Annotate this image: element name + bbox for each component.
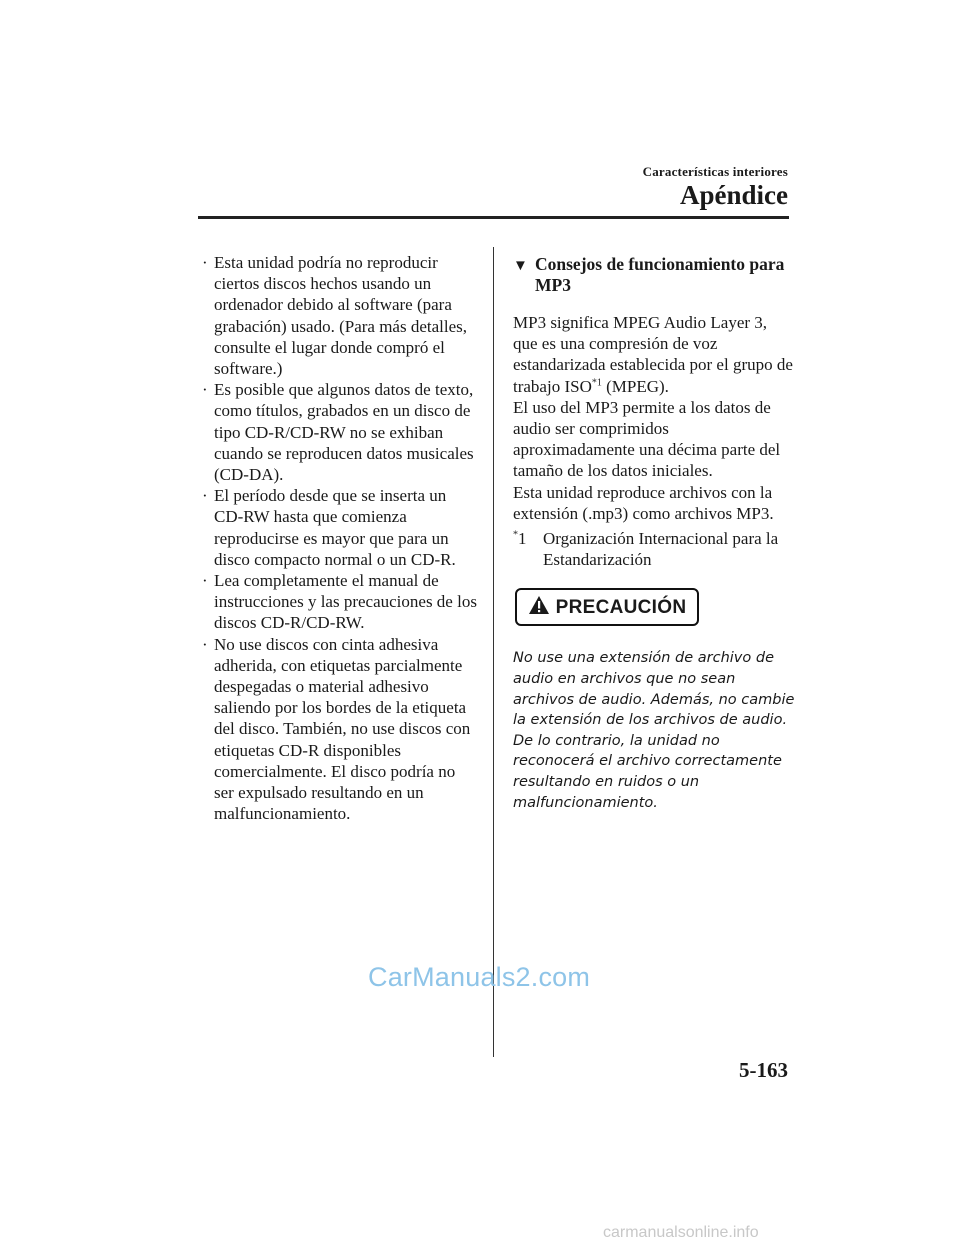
bullet-dot: · xyxy=(202,571,208,591)
column-divider xyxy=(493,247,494,1057)
bullet-text: Lea completamente el manual de instrucciones y las precauciones de los discos CD-R/CD-RW. xyxy=(214,571,477,633)
bullet-item xyxy=(198,379,478,485)
bullet-text: Esta unidad podría no reproducir ciertos discos hechos usando un ordenador debido al software (para grabación) usado. (Para más detalles, consulte el lugar donde compró el software.) xyxy=(214,253,468,379)
caution-label: PRECAUCIÓN xyxy=(555,596,687,618)
paragraph: El uso del MP3 permite a los datos de audio ser comprimidos aproximadamente una décima parte del tamaño de los datos iniciales. xyxy=(513,397,781,481)
bullet-dot: · xyxy=(202,486,208,506)
warning-triangle-icon xyxy=(528,595,550,620)
header-divider xyxy=(198,216,789,219)
section-heading xyxy=(513,254,793,296)
caution-text: No use una extensión de archivo de audio en archivos que no sean archivos de audio. Además, no cambie la extensión de los archivos de audio. De lo contrario, la unidad no reconocerá el archivo correctamente resultando en ruidos o un malfuncionamiento. xyxy=(513,650,795,811)
page-number: 5-163 xyxy=(739,1058,788,1082)
bullet-dot: · xyxy=(202,634,208,654)
bullet-text: Es posible que algunos datos de texto, como títulos, grabados en un disco de tipo CD-R/CD-RW no se exhiban cuando se reproducen datos musicales (CD-DA). xyxy=(214,380,474,485)
bullet-item xyxy=(198,570,478,634)
paragraph-text: MP3 significa MPEG Audio Layer 3, que es una compresión de voz estandarizada establecida por el grupo de trabajo ISO xyxy=(513,313,793,396)
footnote-ref: *1 xyxy=(591,376,602,388)
section-heading-text: Consejos de funcionamiento para MP3 xyxy=(535,254,785,295)
footnote xyxy=(513,528,793,570)
footnote-marker: *1 xyxy=(513,529,527,549)
bullet-dot: · xyxy=(202,253,208,272)
right-column xyxy=(513,254,793,813)
bullet-item xyxy=(198,252,478,379)
triangle-down-icon: ▼ xyxy=(513,258,528,274)
footnote-text: Organización Internacional para la Estandarización xyxy=(543,529,779,570)
caution-box xyxy=(515,588,699,626)
watermark: CarManuals2.com xyxy=(368,962,591,992)
page-title: Apéndice xyxy=(680,180,788,210)
bullet-text: El período desde que se inserta un CD-RW hasta que comienza reproducirse es mayor que para un disco compacto normal o un CD-R. xyxy=(214,486,456,569)
footer-watermark: carmanualsonline.info xyxy=(603,1224,759,1241)
bullet-dot: · xyxy=(202,380,208,400)
header-section-label: Características interiores xyxy=(642,164,788,179)
bullet-item xyxy=(198,485,478,570)
bullet-text: No use discos con cinta adhesiva adherida, con etiquetas parcialmente despegadas o material adhesivo saliendo por los bordes de la etiqueta del disco. También, no use discos con etiquetas CD-R disponibles comercialmente. El disco podría no ser expulsado resultando en un malfuncionamiento. xyxy=(214,634,471,824)
paragraph-text: (MPEG). xyxy=(601,376,669,396)
bullet-item xyxy=(198,634,478,825)
body-text xyxy=(513,312,793,524)
paragraph: Esta unidad reproduce archivos con la extensión (.mp3) como archivos MP3. xyxy=(513,482,774,523)
paragraph xyxy=(513,312,793,397)
left-column xyxy=(198,252,478,824)
